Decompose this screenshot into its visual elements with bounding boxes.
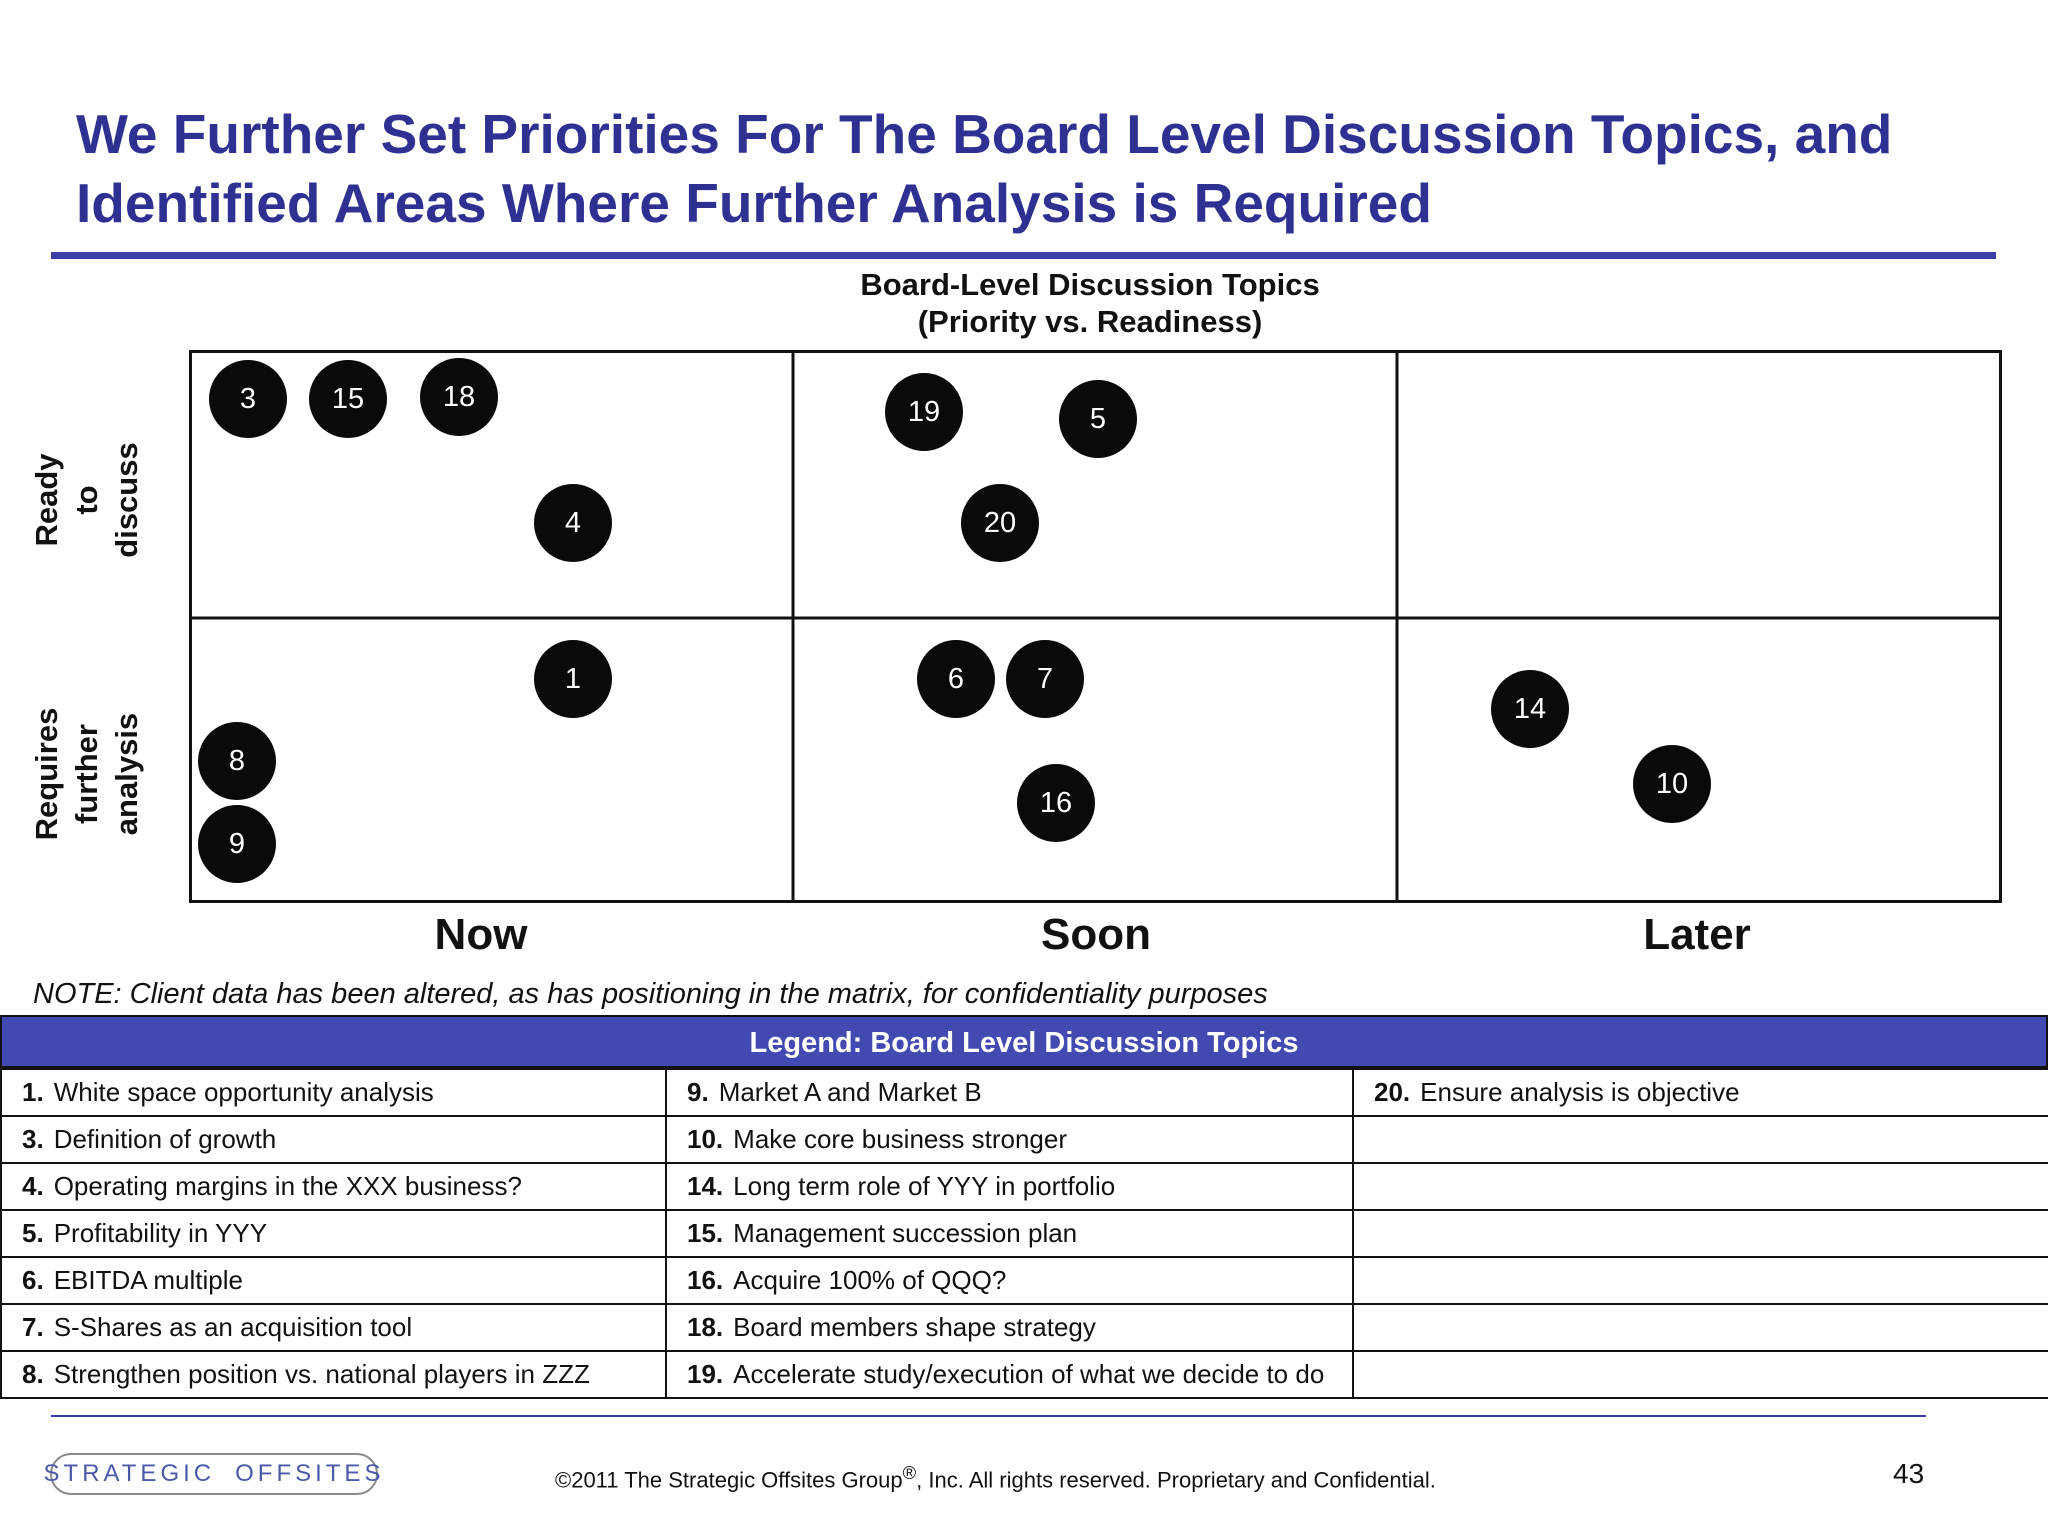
legend-item-number: 9. (687, 1077, 709, 1107)
legend-item-number: 5. (22, 1218, 44, 1248)
legend-item-number: 4. (22, 1171, 44, 1201)
legend-item-number: 19. (687, 1359, 724, 1389)
topic-bubble-9: 9 (198, 805, 276, 883)
legend-row (1, 1304, 2048, 1351)
topic-bubble-19: 19 (885, 373, 963, 451)
topic-bubble-8: 8 (198, 722, 276, 800)
legend-cell (1353, 1351, 2048, 1398)
legend-cell (1, 1304, 666, 1351)
legend-item-text: Management succession plan (733, 1218, 1078, 1248)
legend-item-text: Market A and Market B (718, 1077, 982, 1107)
legend-row (1, 1210, 2048, 1257)
priority-matrix (189, 350, 2002, 903)
legend-item-text: Operating margins in the XXX business? (53, 1171, 522, 1201)
legend-item-text: Accelerate study/execution of what we decide to do (733, 1359, 1325, 1389)
legend-item-number: 6. (22, 1265, 44, 1295)
copyright-pre: ©2011 The Strategic Offsites Group (555, 1467, 903, 1493)
legend-item-text: S-Shares as an acquisition tool (53, 1312, 413, 1342)
legend-cell (1353, 1210, 2048, 1257)
footer-rule (51, 1415, 1926, 1417)
legend-cell (666, 1069, 1353, 1116)
topic-bubble-20: 20 (961, 484, 1039, 562)
topic-bubble-3: 3 (209, 360, 287, 438)
legend-item-number: 8. (22, 1359, 44, 1389)
row-label-requires: Requires further analysis (29, 707, 144, 841)
copyright-text (555, 1462, 1436, 1493)
legend-item-number: 16. (687, 1265, 724, 1295)
legend-item-number: 20. (1374, 1077, 1411, 1107)
legend-item-text: Board members shape strategy (733, 1312, 1096, 1342)
logo-text-left: STRATEGIC (43, 1460, 216, 1487)
legend-item-text: White space opportunity analysis (53, 1077, 434, 1107)
legend-cell (666, 1351, 1353, 1398)
confidentiality-note: NOTE: Client data has been altered, as has positioning in the matrix, for confidentiality purposes (33, 978, 1268, 1010)
topic-bubble-5: 5 (1059, 380, 1137, 458)
logo-text-right: OFFSITES (235, 1460, 385, 1487)
company-logo (43, 1453, 385, 1495)
legend-item-text: EBITDA multiple (53, 1265, 243, 1295)
legend-item-text: Strengthen position vs. national players in ZZZ (53, 1359, 590, 1389)
legend-row (1, 1069, 2048, 1116)
page-number: 43 (1893, 1458, 1925, 1489)
chart-title-line2: (Priority vs. Readiness) (917, 304, 1263, 339)
legend-table (0, 1068, 2048, 1399)
legend-item-text: Acquire 100% of QQQ? (733, 1265, 1007, 1295)
legend-cell (1353, 1257, 2048, 1304)
legend-cell (1, 1210, 666, 1257)
legend-cell (1, 1116, 666, 1163)
legend-item-number: 3. (22, 1124, 44, 1154)
topic-bubble-15: 15 (309, 360, 387, 438)
legend-item-text: Definition of growth (53, 1124, 277, 1154)
topic-bubble-7: 7 (1006, 640, 1084, 718)
legend-row (1, 1116, 2048, 1163)
legend-item-text: Make core business stronger (733, 1124, 1067, 1154)
legend-item-number: 10. (687, 1124, 724, 1154)
legend (0, 1015, 2048, 1399)
legend-row (1, 1351, 2048, 1398)
copyright-post: , Inc. All rights reserved. Proprietary and Confidential. (916, 1467, 1436, 1493)
topic-bubble-18: 18 (420, 358, 498, 436)
col-label-later: Later (1643, 910, 1751, 959)
chart-title (790, 266, 1390, 340)
legend-item-number: 15. (687, 1218, 724, 1248)
legend-item-text: Profitability in YYY (53, 1218, 268, 1248)
topic-bubble-4: 4 (534, 484, 612, 562)
chart-title-line1: Board-Level Discussion Topics (860, 267, 1320, 302)
legend-cell (666, 1163, 1353, 1210)
legend-cell (666, 1210, 1353, 1257)
legend-cell (666, 1304, 1353, 1351)
title-rule (51, 252, 1996, 259)
legend-row (1, 1163, 2048, 1210)
topic-bubble-10: 10 (1633, 745, 1711, 823)
row-label-ready: Ready to discuss (29, 442, 144, 558)
legend-item-number: 18. (687, 1312, 724, 1342)
topic-bubble-6: 6 (917, 640, 995, 718)
legend-item-text: Long term role of YYY in portfolio (733, 1171, 1116, 1201)
legend-cell (1, 1351, 666, 1398)
legend-cell (1, 1163, 666, 1210)
legend-row (1, 1257, 2048, 1304)
legend-item-number: 14. (687, 1171, 724, 1201)
col-label-soon: Soon (1041, 910, 1151, 959)
col-label-now: Now (434, 910, 528, 959)
legend-cell (1, 1069, 666, 1116)
topic-bubble-1: 1 (534, 640, 612, 718)
legend-cell (1353, 1116, 2048, 1163)
legend-header: Legend: Board Level Discussion Topics (0, 1015, 2048, 1068)
legend-cell (1353, 1304, 2048, 1351)
legend-item-text: Ensure analysis is objective (1420, 1077, 1740, 1107)
registered-mark: ® (902, 1462, 917, 1483)
legend-cell (666, 1116, 1353, 1163)
legend-cell (666, 1257, 1353, 1304)
legend-cell (1353, 1069, 2048, 1116)
legend-cell (1, 1257, 666, 1304)
topic-bubble-16: 16 (1017, 764, 1095, 842)
slide-title: We Further Set Priorities For The Board Level Discussion Topics, and Identified Areas Where Further Analysis is Required (76, 103, 1893, 234)
legend-item-number: 1. (22, 1077, 44, 1107)
legend-item-number: 7. (22, 1312, 44, 1342)
topic-bubble-14: 14 (1491, 670, 1569, 748)
legend-cell (1353, 1163, 2048, 1210)
